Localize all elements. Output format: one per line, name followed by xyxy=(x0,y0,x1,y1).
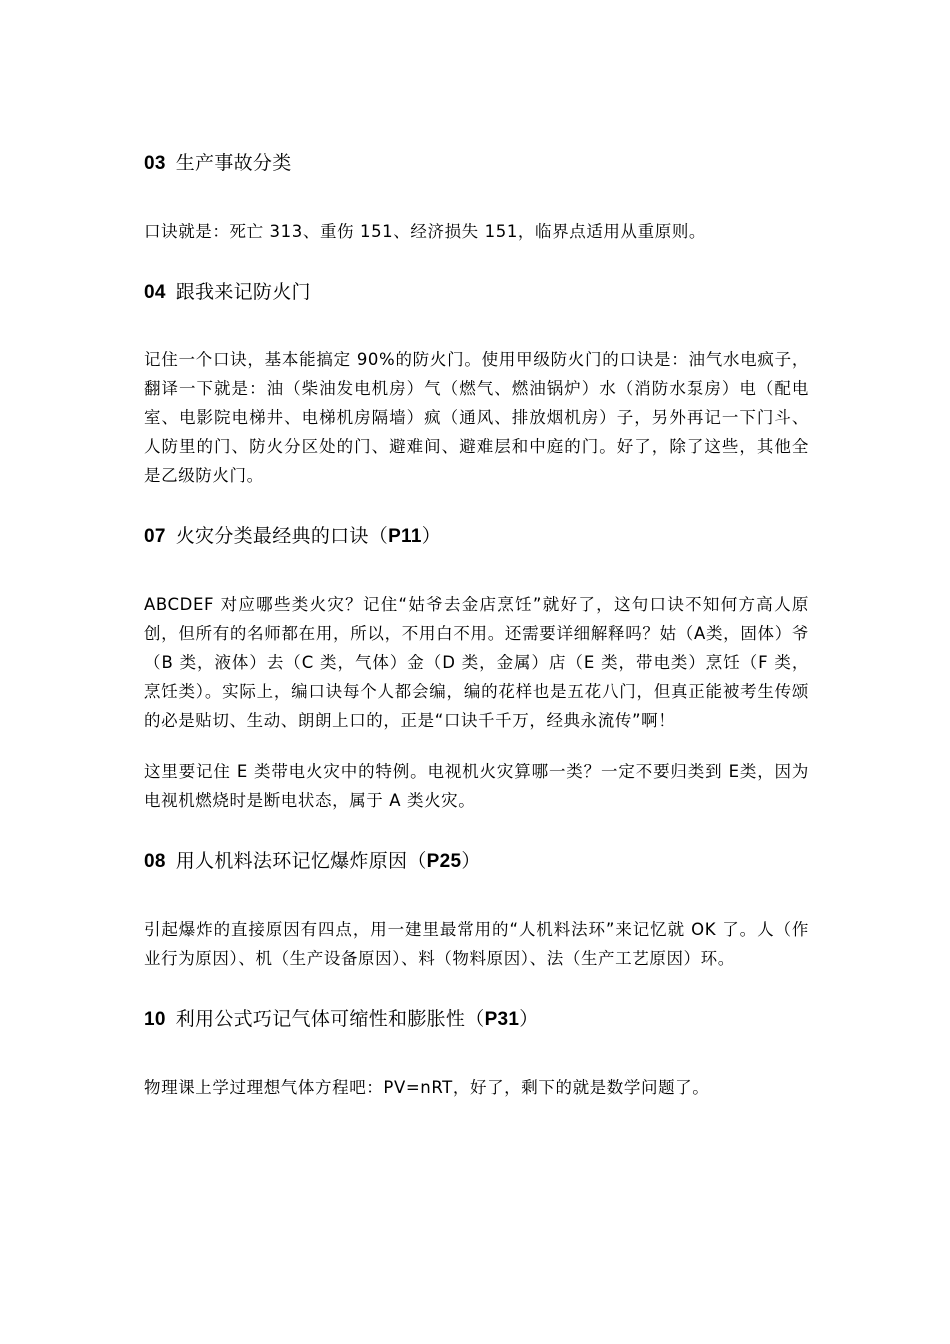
section-number: 07 xyxy=(144,526,166,547)
section-heading xyxy=(144,148,809,178)
page-ref: P11 xyxy=(388,526,422,547)
section-number: 04 xyxy=(144,282,166,303)
paragraph: 物理课上学过理想气体方程吧：PV=nRT，好了，剩下的就是数学问题了。 xyxy=(144,1078,710,1097)
section-title-text: 利用公式巧记气体可缩性和膨胀性 xyxy=(175,1008,466,1030)
paragraph: 这里要记住 E 类带电火灾中的特例。电视机火灾算哪一类？一定不要归类到 E类，因为电视机燃烧时是断电状态，属于 A 类火灾。 xyxy=(144,762,809,810)
section-title-text: 跟我来记防火门 xyxy=(175,281,311,303)
section-number: 08 xyxy=(144,851,166,872)
section-number: 10 xyxy=(144,1009,166,1030)
section-heading xyxy=(144,1004,809,1034)
page-ref: P31 xyxy=(484,1009,520,1030)
page-ref-close: ） xyxy=(461,850,481,872)
page-ref-open: （ xyxy=(465,1008,485,1030)
page-ref-close: ） xyxy=(519,1008,539,1030)
page-ref: P25 xyxy=(426,851,462,872)
section-number: 03 xyxy=(144,153,166,174)
page-ref-open: （ xyxy=(407,850,427,872)
paragraph: 记住一个口诀，基本能搞定 90%的防火门。使用甲级防火门的口诀是：油气水电疯子，翻译一下就是：油（柴油发电机房）气（燃气、燃油锅炉）水（消防水泵房）电（配电室、电影院电梯井、电梯机房隔墙）疯（通风、排放烟机房）子，另外再记一下门斗、人防里的门、防火分区处的门、避难间、避难层和中庭的门。好了，除了这些，其他全是乙级防火门。 xyxy=(144,350,809,485)
section-title-text: 火灾分类最经典的口诀 xyxy=(175,525,369,547)
section-heading xyxy=(144,846,809,876)
section-heading xyxy=(144,277,809,307)
page-ref-close: ） xyxy=(421,525,442,547)
paragraph: ABCDEF 对应哪些类火灾？记住“姑爷去金店烹饪”就好了，这句口诀不知何方高人原创，但所有的名师都在用，所以，不用白不用。还需要详细解释吗？姑（A类，固体）爷（B 类，液体）去（C 类，气体）金（D 类，金属）店（E 类，带电类）烹饪（F 类，烹饪类）。实际上，编口诀每个人都会编，编的花样也是五花八门，但真正能被考生传颂的必是贴切、生动、朗朗上口的，正是“口诀千千万，经典永流传”啊！ xyxy=(144,595,809,730)
section-heading xyxy=(144,521,809,551)
paragraph: 引起爆炸的直接原因有四点，用一建里最常用的“人机料法环”来记忆就 OK 了。人（作业行为原因）、机（生产设备原因）、料（物料原因）、法（生产工艺原因）环。 xyxy=(144,920,809,968)
page-ref-open: （ xyxy=(368,525,389,547)
section-title-text: 用人机料法环记忆爆炸原因 xyxy=(175,850,408,872)
section-title-text: 生产事故分类 xyxy=(175,152,292,174)
document-page xyxy=(144,148,809,1102)
paragraph: 口诀就是：死亡 313、重伤 151、经济损失 151，临界点适用从重原则。 xyxy=(144,222,707,241)
